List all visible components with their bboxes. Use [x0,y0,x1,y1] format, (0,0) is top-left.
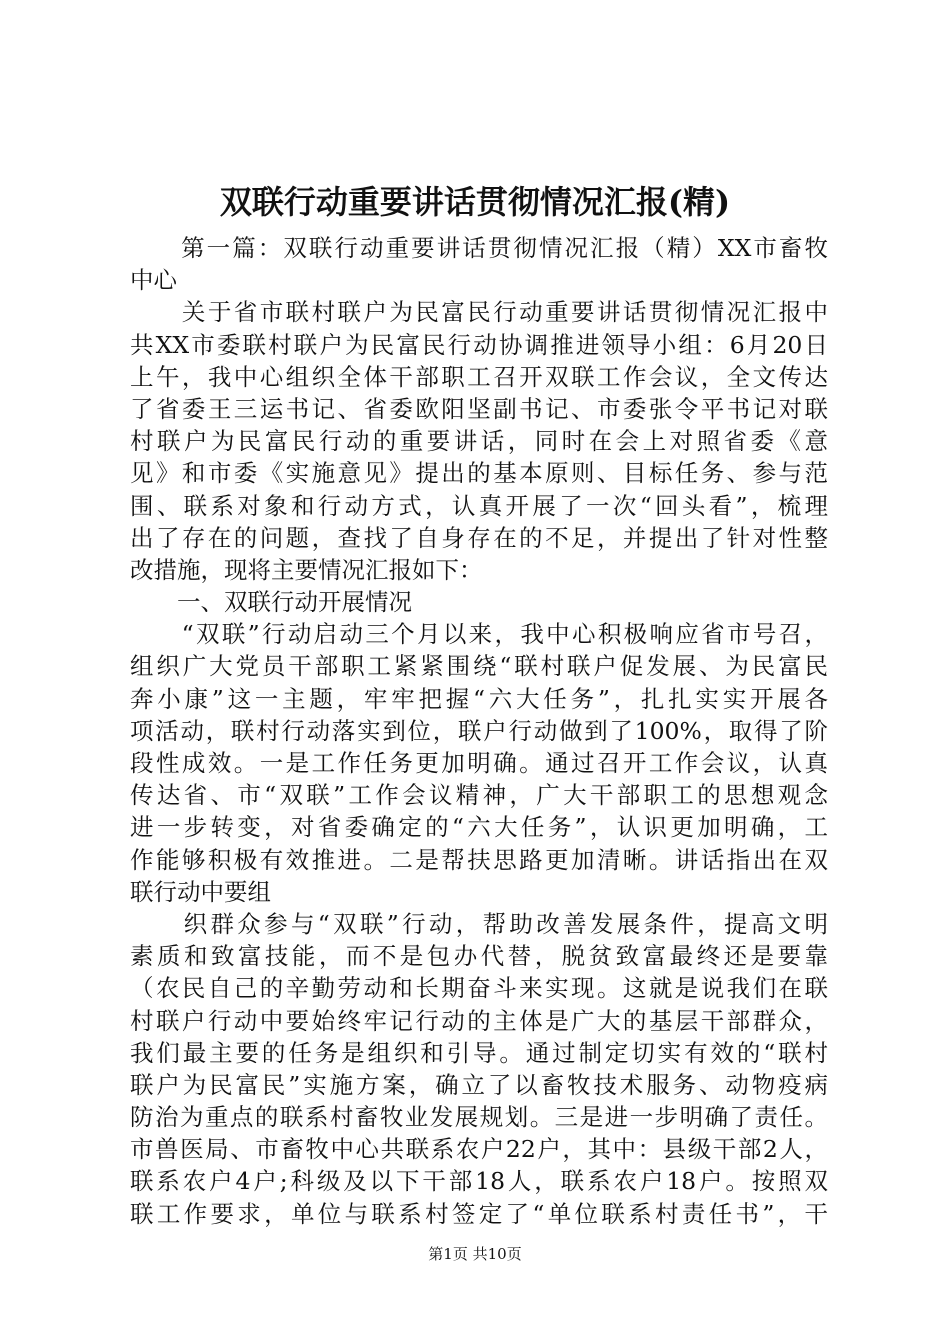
text-line: 奔小康”这一主题，牢牢把握“六大任务”，扎扎实实开展各 [130,684,828,713]
text-line: 段性成效。一是工作任务更加明确。通过召开工作会议，认真 [130,749,828,777]
page-footer: 第1页 共10页 [428,1245,522,1263]
text-line: 作能够积极有效推进。二是帮扶思路更加清晰。讲话指出在双 [130,845,828,874]
text-line: （农民自己的辛勤劳动和长期奋斗来实现。这就是说我们在联 [130,974,828,1003]
text-line: 我们最主要的任务是组织和引导。通过制定切实有效的“联村 [130,1038,828,1067]
text-line: 村联户为民富民行动的重要讲话，同时在会上对照省委《意 [130,427,828,456]
text-line: 村联户行动中要始终牢记行动的主体是广大的基层干部群众， [130,1006,828,1035]
text-line: 联系农户4户;科级及以下干部18人，联系农户18户。按照双 [130,1167,828,1196]
text-line: 了省委王三运书记、省委欧阳坚副书记、市委张令平书记对联 [130,394,828,423]
text-line: 传达省、市“双联”工作会议精神，广大干部职工的思想观念 [130,781,828,810]
text-line: 改措施，现将主要情况汇报如下： [130,555,483,584]
text-line: 织群众参与“双联”行动，帮助改善发展条件，提高文明 [130,909,828,938]
text-line: 关于省市联村联户为民富民行动重要讲话贯彻情况汇报中 [130,298,828,327]
document-title: 双联行动重要讲话贯彻情况汇报(精) [219,183,731,221]
text-line: 联工作要求，单位与联系村签定了“单位联系村责任书”，干 [130,1199,828,1228]
text-line: 围、联系对象和行动方式，认真开展了一次“回头看”，梳理 [130,491,828,520]
text-line: 市兽医局、市畜牧中心共联系农户22户，其中：县级干部2人， [130,1135,828,1164]
text-line: 共XX市委联村联户为民富民行动协调推进领导小组：6月20日 [130,330,828,359]
text-line: 中心 [130,266,177,295]
text-line: 见》和市委《实施意见》提出的基本原则、目标任务、参与范 [130,459,828,488]
text-line: 联行动中要组 [130,877,271,906]
text-line: 进一步转变，对省委确定的“六大任务”，认识更加明确，工 [130,813,828,842]
text-line: 素质和致富技能，而不是包办代替，脱贫致富最终还是要靠 [130,942,828,971]
text-line: 上午，我中心组织全体干部职工召开双联工作会议，全文传达 [130,362,828,391]
text-line: 出了存在的问题，查找了自身存在的不足，并提出了针对性整 [130,523,828,552]
text-line: 防治为重点的联系村畜牧业发展规划。三是进一步明确了责任。 [130,1103,828,1132]
text-line: 项活动，联村行动落实到位，联户行动做到了100%，取得了阶 [130,716,828,745]
text-line: 组织广大党员干部职工紧紧围绕“联村联户促发展、为民富民 [130,652,828,681]
text-line: 一、双联行动开展情况 [130,588,412,617]
text-line: 联户为民富民”实施方案，确立了以畜牧技术服务、动物疫病 [130,1070,828,1099]
document-body [130,232,828,1230]
text-line: 第一篇：双联行动重要讲话贯彻情况汇报（精）XX市畜牧 [130,234,828,262]
text-line: “双联”行动启动三个月以来，我中心积极响应省市号召， [130,620,828,649]
